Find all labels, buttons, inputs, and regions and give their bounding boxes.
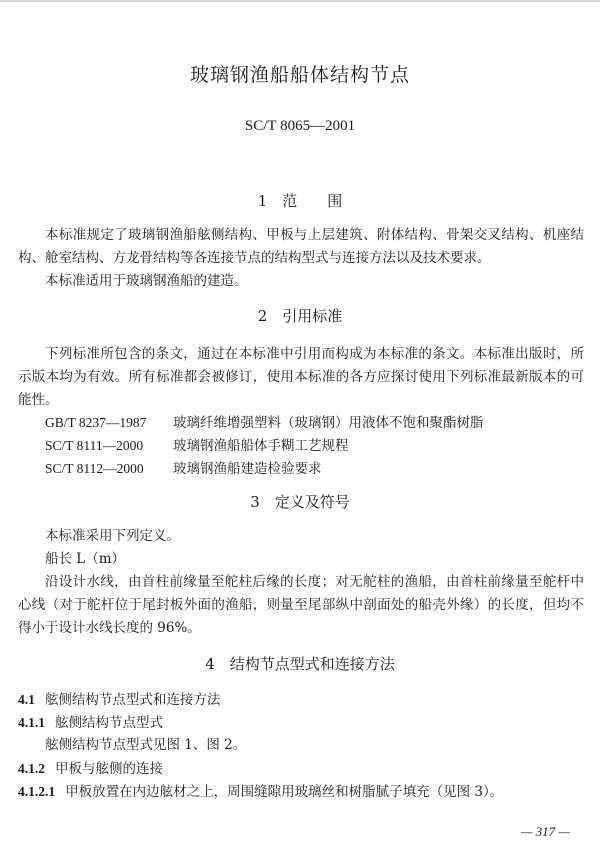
clause-text: 甲板放置在内边舷材之上，周围缝隙用玻璃丝和树脂腻子填充（见图 3）。 (65, 784, 504, 800)
section-1-heading: 1 范 围 (257, 192, 343, 210)
term-ship-length: 船长 L（m） (45, 551, 126, 567)
clause-number: 4.1.2.1 (18, 784, 56, 799)
top-edge-rule (0, 0, 600, 2)
reference-item (45, 411, 484, 431)
clause-number: 4.1.1 (18, 715, 45, 730)
clause-title: 舷侧结构节点型式和连接方法 (44, 692, 221, 708)
reference-code: SC/T 8112—2000 (45, 461, 144, 476)
reference-item (45, 457, 322, 477)
reference-title: 玻璃钢渔船建造检验要求 (173, 461, 322, 477)
page-number: — 317 — (520, 824, 570, 839)
standard-number: SC/T 8065—2001 (244, 118, 356, 134)
section-3-heading: 3 定义及符号 (250, 493, 350, 511)
reference-item (45, 434, 349, 454)
clause-4-1 (18, 688, 220, 708)
clause-4-1-1 (18, 711, 163, 731)
clause-number: 4.1.2 (18, 761, 45, 776)
definition-ship-length: 沿设计水线，由首柱前缘量至舵柱后缘的长度；对无舵柱的渔船，由首柱前缘量至舵杆中心线（对于舵杆位于尾封板外面的渔船，则量至尾部纵中剖面处的船壳外缘）的长度，但均不得小于设计水线长度的 96%。 (18, 574, 584, 636)
section-3-paragraph-1: 本标准采用下列定义。 (45, 528, 180, 544)
document-title: 玻璃钢渔船船体结构节点 (189, 64, 410, 86)
clause-title: 甲板与舷侧的连接 (55, 761, 163, 777)
reference-code: GB/T 8237—1987 (45, 415, 147, 430)
reference-code: SC/T 8111—2000 (45, 438, 144, 453)
section-2-paragraph-1: 下列标准所包含的条文，通过在本标准中引用而构成为本标准的条文。本标准出版时，所示版本均为有效。所有标准都会被修订，使用本标准的各方应探讨使用下列标准最新版本的可能性。 (18, 346, 584, 408)
clause-4-1-2-1 (18, 780, 503, 800)
reference-title: 玻璃纤维增强塑料（玻璃钢）用液体不饱和聚酯树脂 (173, 415, 484, 431)
clause-4-1-2 (18, 757, 163, 777)
clause-4-1-1-body: 舷侧结构节点型式见图 1、图 2。 (45, 737, 247, 753)
reference-title: 玻璃钢渔船船体手糊工艺规程 (173, 438, 349, 454)
clause-title: 舷侧结构节点型式 (55, 715, 163, 731)
section-1-paragraph-1: 本标准规定了玻璃钢渔船舷侧结构、甲板与上层建筑、附体结构、骨架交叉结构、机座结构、舱室结构、方龙骨结构等各连接节点的结构型式与连接方法以及技术要求。 (18, 227, 584, 266)
section-4-heading: 4 结构节点型式和连接方法 (205, 655, 395, 673)
section-2-heading: 2 引用标准 (257, 307, 343, 325)
section-1-paragraph-2: 本标准适用于玻璃钢渔船的建造。 (45, 273, 248, 289)
clause-number: 4.1 (18, 692, 35, 707)
